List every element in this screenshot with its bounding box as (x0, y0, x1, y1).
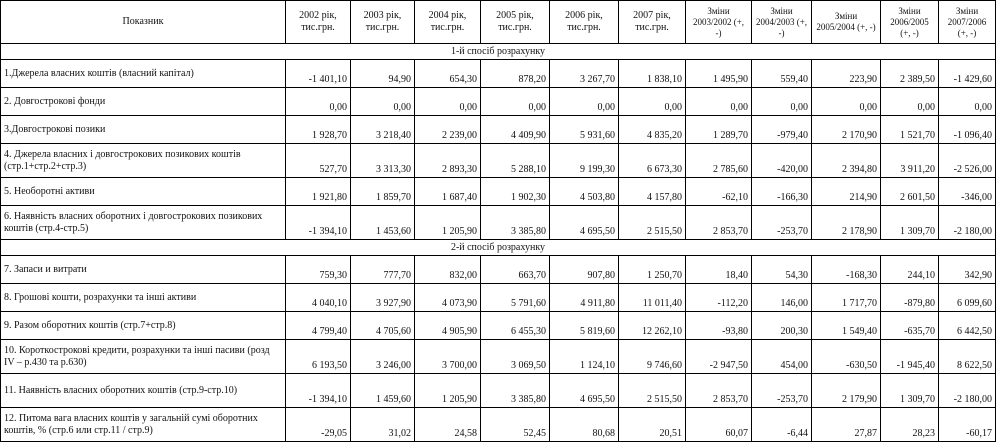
value-cell: 223,90 (812, 60, 881, 88)
value-cell: 1 549,40 (812, 312, 881, 340)
row-label: 3.Довгострокові позики (1, 116, 286, 144)
value-cell: 0,00 (752, 88, 812, 116)
row-label: 9. Разом оборотних коштів (стр.7+стр.8) (1, 312, 286, 340)
value-cell: 4 503,80 (550, 178, 619, 206)
value-cell: 2 515,50 (619, 206, 686, 240)
value-cell: 2 389,50 (881, 60, 939, 88)
header-year-2005: 2005 рік, тис.грн. (481, 1, 550, 44)
value-cell: 1 250,70 (619, 256, 686, 284)
row-label: 12. Питома вага власних коштів у загальній сумі оборотних коштів, % (стр.6 или стр.11 / стр.9) (1, 408, 286, 442)
value-cell: -62,10 (686, 178, 752, 206)
value-cell: 3 313,30 (351, 144, 415, 178)
value-cell: 6 193,50 (286, 340, 351, 374)
table-row (1, 408, 996, 442)
value-cell: 5 931,60 (550, 116, 619, 144)
value-cell: 2 853,70 (686, 206, 752, 240)
row-label: 7. Запаси и витрати (1, 256, 286, 284)
row-label: 11. Наявність власних оборотних коштів (стр.9-стр.10) (1, 374, 286, 408)
header-year-2002: 2002 рік, тис.грн. (286, 1, 351, 44)
value-cell: 1 205,90 (415, 206, 481, 240)
value-cell: 6 442,50 (939, 312, 996, 340)
table-row (1, 284, 996, 312)
header-change-2003-2002: Зміни 2003/2002 (+, -) (686, 1, 752, 44)
value-cell: 2 178,90 (812, 206, 881, 240)
value-cell: 9 199,30 (550, 144, 619, 178)
value-cell: 1 309,70 (881, 206, 939, 240)
table-row (1, 178, 996, 206)
value-cell: 4 695,50 (550, 374, 619, 408)
value-cell: 1 717,70 (812, 284, 881, 312)
value-cell: 654,30 (415, 60, 481, 88)
value-cell: 4 835,20 (619, 116, 686, 144)
value-cell: 663,70 (481, 256, 550, 284)
value-cell: 3 218,40 (351, 116, 415, 144)
section-title-1: 1-й спосіб розрахунку (1, 44, 996, 60)
table-row (1, 88, 996, 116)
row-label: 10. Короткострокові кредити, розрахунки та інші пасиви (розд IV – p.430 та р.630) (1, 340, 286, 374)
row-label: 6. Наявність власних оборотних і довгострокових позикових коштів (стр.4-стр.5) (1, 206, 286, 240)
value-cell: 11 011,40 (619, 284, 686, 312)
value-cell: 60,07 (686, 408, 752, 442)
table-row (1, 116, 996, 144)
table-row (1, 60, 996, 88)
value-cell: 9 746,60 (619, 340, 686, 374)
value-cell: -6,44 (752, 408, 812, 442)
value-cell: 52,45 (481, 408, 550, 442)
row-label: 5. Необоротні активи (1, 178, 286, 206)
value-cell: 527,70 (286, 144, 351, 178)
value-cell: 342,90 (939, 256, 996, 284)
table-row (1, 312, 996, 340)
value-cell: 2 893,30 (415, 144, 481, 178)
value-cell: 214,90 (812, 178, 881, 206)
value-cell: 2 515,50 (619, 374, 686, 408)
value-cell: 559,40 (752, 60, 812, 88)
value-cell: 1 453,60 (351, 206, 415, 240)
value-cell: 18,40 (686, 256, 752, 284)
header-indicator: Показник (1, 1, 286, 44)
value-cell: -635,70 (881, 312, 939, 340)
value-cell: -879,80 (881, 284, 939, 312)
value-cell: 2 601,50 (881, 178, 939, 206)
value-cell: 54,30 (752, 256, 812, 284)
value-cell: 0,00 (415, 88, 481, 116)
value-cell: 6 455,30 (481, 312, 550, 340)
value-cell: 3 700,00 (415, 340, 481, 374)
value-cell: 1 289,70 (686, 116, 752, 144)
value-cell: -346,00 (939, 178, 996, 206)
value-cell: 1 921,80 (286, 178, 351, 206)
table-row (1, 374, 996, 408)
value-cell: 4 073,90 (415, 284, 481, 312)
value-cell: 2 239,00 (415, 116, 481, 144)
header-change-2004-2003: Зміни 2004/2003 (+, -) (752, 1, 812, 44)
value-cell: 4 905,90 (415, 312, 481, 340)
value-cell: 3 267,70 (550, 60, 619, 88)
value-cell: 4 409,90 (481, 116, 550, 144)
value-cell: 3 385,80 (481, 374, 550, 408)
value-cell: 5 288,10 (481, 144, 550, 178)
value-cell: 0,00 (286, 88, 351, 116)
value-cell: 31,02 (351, 408, 415, 442)
value-cell: -1 394,10 (286, 374, 351, 408)
header-year-2006: 2006 рік, тис.грн. (550, 1, 619, 44)
value-cell: 777,70 (351, 256, 415, 284)
value-cell: -253,70 (752, 206, 812, 240)
value-cell: 1 902,30 (481, 178, 550, 206)
value-cell: -2 947,50 (686, 340, 752, 374)
value-cell: 2 170,90 (812, 116, 881, 144)
value-cell: -60,17 (939, 408, 996, 442)
value-cell: 2 179,90 (812, 374, 881, 408)
table-row (1, 340, 996, 374)
value-cell: -1 945,40 (881, 340, 939, 374)
section-title-2: 2-й спосіб розрахунку (1, 240, 996, 256)
value-cell: 1 838,10 (619, 60, 686, 88)
row-label: 4. Джерела власних і довгострокових позикових коштів (стр.1+стр.2+стр.3) (1, 144, 286, 178)
value-cell: 1 687,40 (415, 178, 481, 206)
value-cell: 2 394,80 (812, 144, 881, 178)
value-cell: 244,10 (881, 256, 939, 284)
value-cell: 94,90 (351, 60, 415, 88)
table-row (1, 144, 996, 178)
value-cell: 4 157,80 (619, 178, 686, 206)
value-cell: -979,40 (752, 116, 812, 144)
value-cell: 2 853,70 (686, 374, 752, 408)
section-row-1 (1, 44, 996, 60)
value-cell: 146,00 (752, 284, 812, 312)
value-cell: -253,70 (752, 374, 812, 408)
value-cell: 28,23 (881, 408, 939, 442)
value-cell: 832,00 (415, 256, 481, 284)
value-cell: 1 495,90 (686, 60, 752, 88)
value-cell: 3 069,50 (481, 340, 550, 374)
value-cell: 907,80 (550, 256, 619, 284)
value-cell: 4 911,80 (550, 284, 619, 312)
value-cell: -93,80 (686, 312, 752, 340)
value-cell: 0,00 (686, 88, 752, 116)
row-label: 8. Грошові кошти, розрахунки та інші активи (1, 284, 286, 312)
section-row-2 (1, 240, 996, 256)
header-year-2003: 2003 рік, тис.грн. (351, 1, 415, 44)
value-cell: 1 859,70 (351, 178, 415, 206)
value-cell: 454,00 (752, 340, 812, 374)
row-label: 1.Джерела власних коштів (власний капітал) (1, 60, 286, 88)
value-cell: -1 401,10 (286, 60, 351, 88)
value-cell: 1 928,70 (286, 116, 351, 144)
value-cell: -168,30 (812, 256, 881, 284)
value-cell: 24,58 (415, 408, 481, 442)
value-cell: 0,00 (812, 88, 881, 116)
value-cell: 0,00 (481, 88, 550, 116)
value-cell: 3 911,20 (881, 144, 939, 178)
value-cell: -2 526,00 (939, 144, 996, 178)
value-cell: 5 819,60 (550, 312, 619, 340)
header-change-2006-2005: Зміни 2006/2005 (+, -) (881, 1, 939, 44)
value-cell: 1 459,60 (351, 374, 415, 408)
value-cell: -166,30 (752, 178, 812, 206)
header-row (1, 1, 996, 44)
value-cell: 4 695,50 (550, 206, 619, 240)
value-cell: 12 262,10 (619, 312, 686, 340)
value-cell: -420,00 (752, 144, 812, 178)
value-cell: 1 124,10 (550, 340, 619, 374)
value-cell: 4 040,10 (286, 284, 351, 312)
value-cell: -1 394,10 (286, 206, 351, 240)
value-cell: 0,00 (550, 88, 619, 116)
row-label: 2. Довгострокові фонди (1, 88, 286, 116)
table-row (1, 256, 996, 284)
value-cell: 1 521,70 (881, 116, 939, 144)
value-cell: 6 673,30 (619, 144, 686, 178)
header-year-2004: 2004 рік, тис.грн. (415, 1, 481, 44)
value-cell: 0,00 (939, 88, 996, 116)
value-cell: 80,68 (550, 408, 619, 442)
value-cell: 878,20 (481, 60, 550, 88)
value-cell: -112,20 (686, 284, 752, 312)
value-cell: -2 180,00 (939, 374, 996, 408)
value-cell: 0,00 (881, 88, 939, 116)
value-cell: -630,50 (812, 340, 881, 374)
value-cell: 1 205,90 (415, 374, 481, 408)
value-cell: 3 246,00 (351, 340, 415, 374)
value-cell: 4 799,40 (286, 312, 351, 340)
value-cell: -29,05 (286, 408, 351, 442)
value-cell: 8 622,50 (939, 340, 996, 374)
header-change-2005-2004: Зміни 2005/2004 (+, -) (812, 1, 881, 44)
header-change-2007-2006: Зміни 2007/2006 (+, -) (939, 1, 996, 44)
value-cell: 2 785,60 (686, 144, 752, 178)
value-cell: 200,30 (752, 312, 812, 340)
value-cell: -1 429,60 (939, 60, 996, 88)
value-cell: 4 705,60 (351, 312, 415, 340)
value-cell: 27,87 (812, 408, 881, 442)
value-cell: 3 927,90 (351, 284, 415, 312)
value-cell: 759,30 (286, 256, 351, 284)
value-cell: 1 309,70 (881, 374, 939, 408)
value-cell: 3 385,80 (481, 206, 550, 240)
value-cell: 20,51 (619, 408, 686, 442)
table-row (1, 206, 996, 240)
value-cell: 5 791,60 (481, 284, 550, 312)
value-cell: 0,00 (619, 88, 686, 116)
value-cell: -1 096,40 (939, 116, 996, 144)
header-year-2007: 2007 рік, тис.грн. (619, 1, 686, 44)
value-cell: 0,00 (351, 88, 415, 116)
value-cell: 6 099,60 (939, 284, 996, 312)
value-cell: -2 180,00 (939, 206, 996, 240)
